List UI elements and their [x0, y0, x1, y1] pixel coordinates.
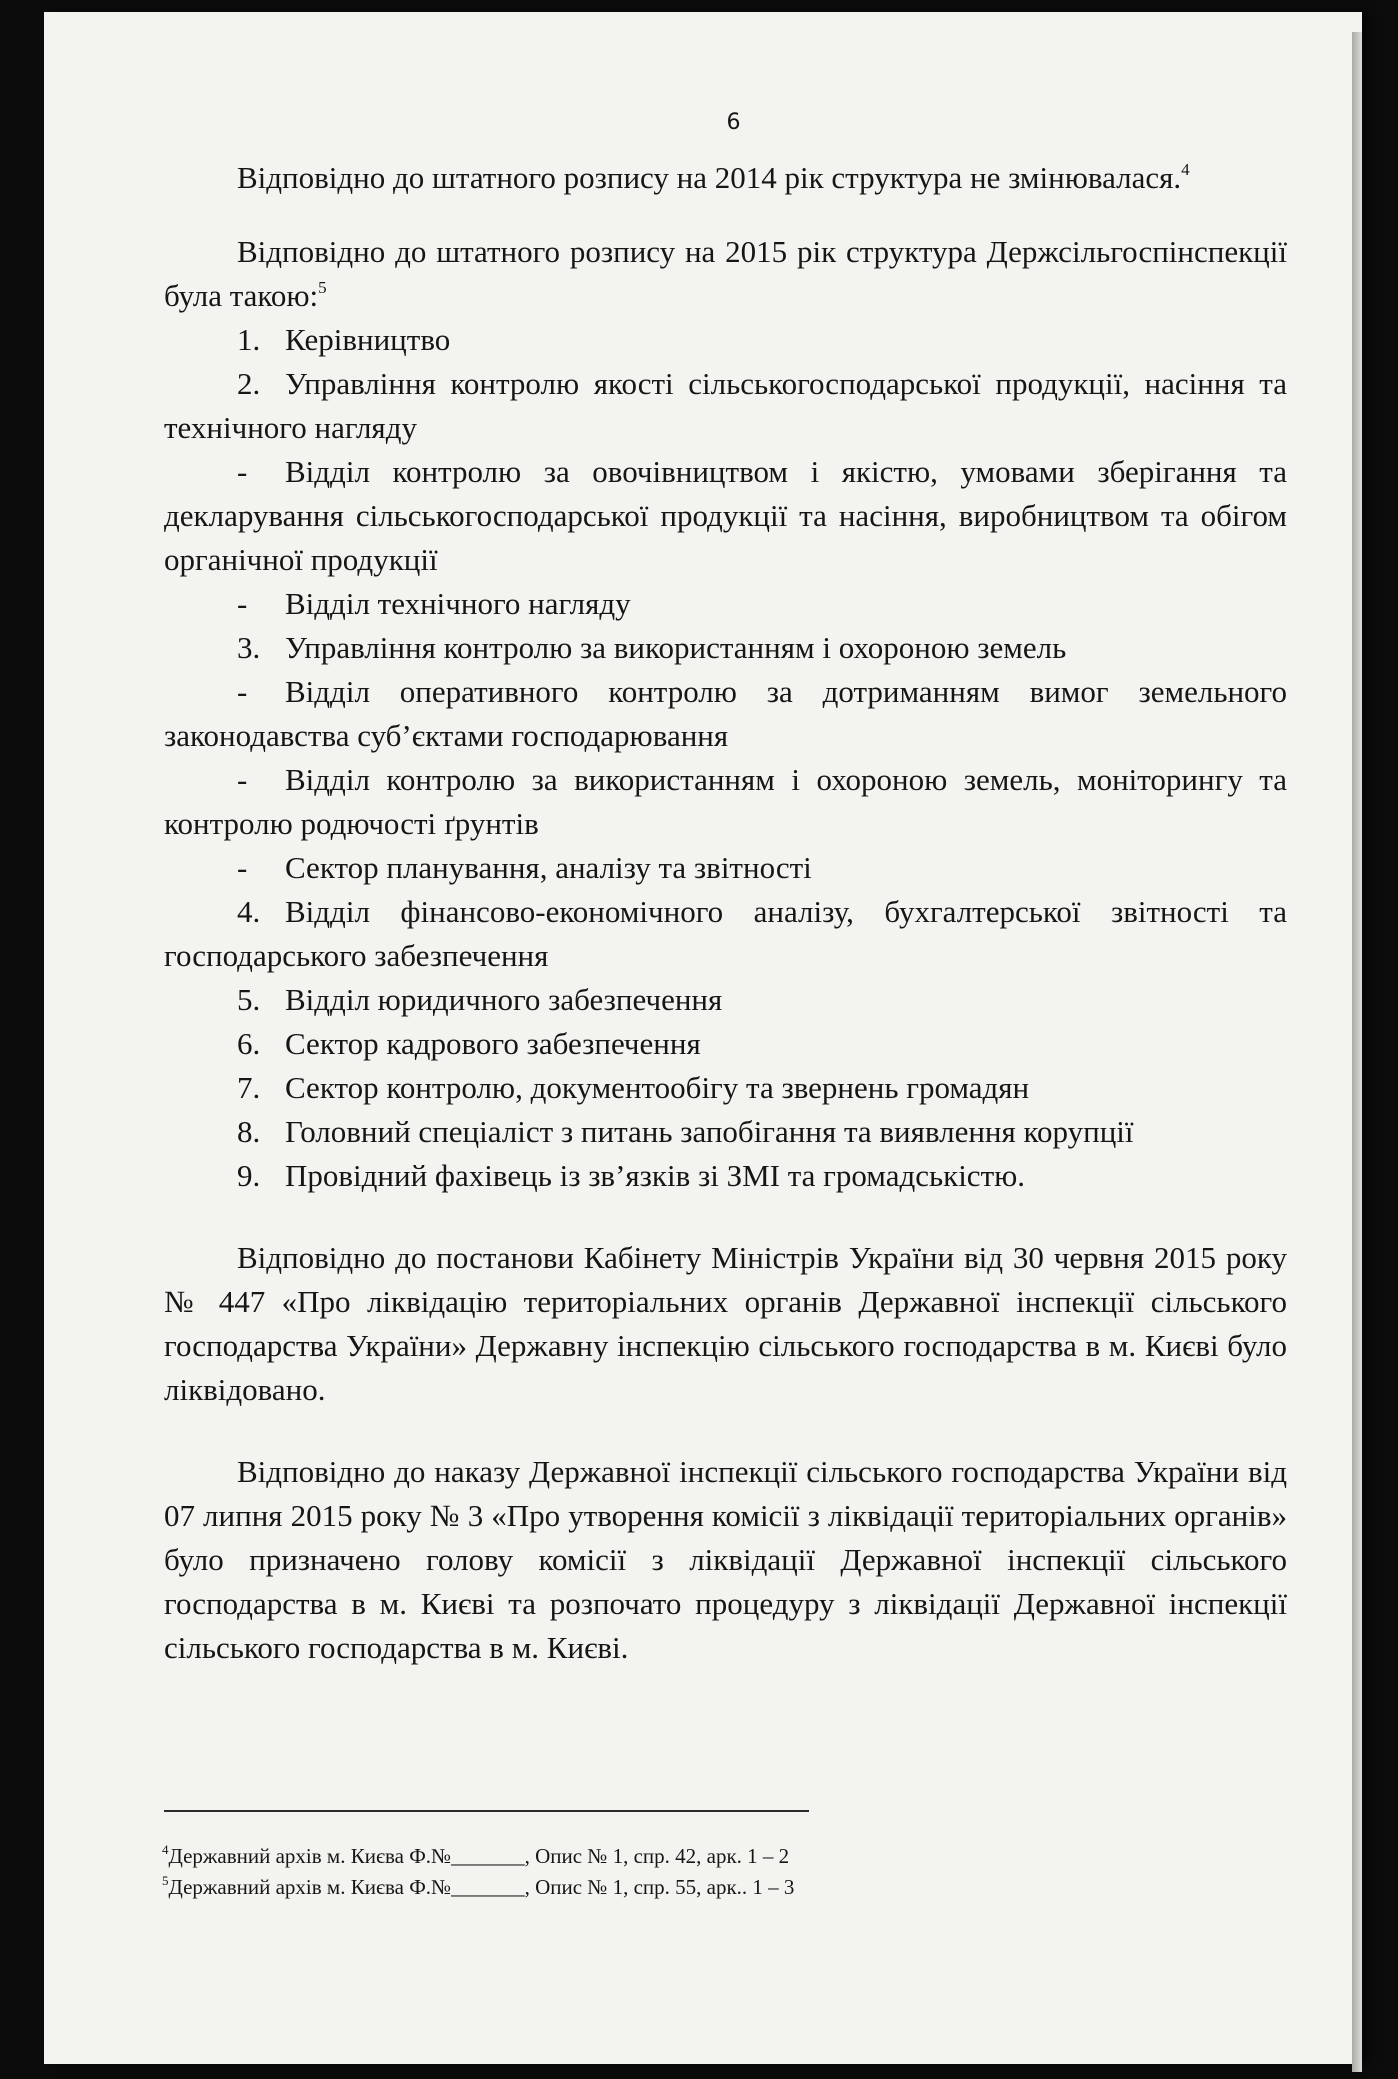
- list-item: [164, 978, 1287, 1022]
- list-item: [164, 1066, 1287, 1110]
- list-marker: 4.: [237, 894, 261, 929]
- list-marker: 7.: [237, 1070, 261, 1105]
- list-item: [164, 1022, 1287, 1066]
- list-item: [164, 450, 1287, 582]
- list-item-text: Відділ фінансово-економічного аналізу, бухгалтерської звітності та господарського забезпечення: [164, 894, 1287, 973]
- paragraph-2014-text: Відповідно до штатного розпису на 2014 рік структура не змінювалася.: [237, 160, 1182, 195]
- list-marker: -: [237, 762, 248, 797]
- list-item-text: Управління контролю якості сільськогосподарської продукції, насіння та технічного нагляду: [164, 366, 1287, 445]
- paragraph-order: Відповідно до наказу Державної інспекції сільського господарства України від 07 липня 2015 року № 3 «Про утворення комісії з ліквідації територіальних органів» було призначено голову комісії з ліквідації Державної інспекції сільського господарства в м. Києві та розпочато процедуру з ліквідації Державної інспекції сільського господарства в м. Києві.: [164, 1454, 1287, 1665]
- list-item-text: Відділ технічного нагляду: [285, 586, 631, 621]
- list-item-text: Сектор планування, аналізу та звітності: [285, 850, 812, 885]
- footnote-ref-4: 4: [1181, 160, 1190, 179]
- list-item-text: Управління контролю за використанням і охороною земель: [285, 630, 1067, 665]
- footnote-number: 5: [162, 1873, 169, 1888]
- list-item-text: Головний спеціаліст з питань запобігання та виявлення корупції: [285, 1114, 1134, 1149]
- list-item-text: Відділ оперативного контролю за дотриманням вимог земельного законодавства суб’єктами господарювання: [164, 674, 1287, 753]
- page-edge: [1352, 32, 1362, 2072]
- list-item: [164, 758, 1287, 846]
- footnote-item: [162, 1872, 794, 1903]
- footnote-text: Державний архів м. Києва Ф.№_______, Опис № 1, спр. 55, арк.. 1 – 3: [168, 1875, 795, 1899]
- footnote-number: 4: [162, 1842, 169, 1857]
- list-marker: -: [237, 674, 248, 709]
- page-body: [164, 108, 1287, 1670]
- footnote-text: Державний архів м. Києва Ф.№_______, Опис № 1, спр. 42, арк. 1 – 2: [168, 1844, 790, 1868]
- list-item: [164, 318, 1287, 362]
- list-item: [164, 670, 1287, 758]
- list-marker: 2.: [237, 366, 261, 401]
- list-item-text: Сектор контролю, документообігу та звернень громадян: [285, 1070, 1030, 1105]
- list-marker: -: [237, 850, 248, 885]
- list-item: [164, 846, 1287, 890]
- list-item: [164, 626, 1287, 670]
- paragraph-2015: [164, 230, 1287, 318]
- list-marker: 3.: [237, 630, 261, 665]
- list-item: [164, 362, 1287, 450]
- list-item: [164, 1110, 1287, 1154]
- list-item-text: Провідний фахівець із зв’язків зі ЗМІ та громадськістю.: [285, 1158, 1026, 1193]
- paragraph-2014: [164, 156, 1287, 200]
- list-item-text: Відділ контролю за використанням і охороною земель, моніторингу та контролю родючості ґрунтів: [164, 762, 1287, 841]
- list-marker: 9.: [237, 1158, 261, 1193]
- list-item-text: Сектор кадрового забезпечення: [285, 1026, 701, 1061]
- list-marker: -: [237, 454, 248, 489]
- page-number: 6: [726, 110, 741, 135]
- list-item: [164, 1154, 1287, 1198]
- list-item: [164, 890, 1287, 978]
- list-marker: 5.: [237, 982, 261, 1017]
- list-item: [164, 582, 1287, 626]
- list-marker: 6.: [237, 1026, 261, 1061]
- list-item-text: Відділ контролю за овочівництвом і якістю, умовами зберігання та декларування сільськогосподарської продукції та насіння, виробництвом та обігом органічної продукції: [164, 454, 1287, 577]
- list-marker: 1.: [237, 322, 261, 357]
- footnote-ref-5: 5: [318, 278, 327, 297]
- paragraph-resolution: Відповідно до постанови Кабінету Міністрів України від 30 червня 2015 року № 447 «Про ліквідацію територіальних органів Державної інспекції сільського господарства України» Державну інспекцію сільського господарства в м. Києві було ліквідовано.: [164, 1240, 1287, 1407]
- document-page: [44, 12, 1362, 2064]
- paragraph-2015-text: Відповідно до штатного розпису на 2015 рік структура Держсільгоспінспекції була такою:: [164, 234, 1287, 313]
- footnote-separator: [164, 1810, 809, 1812]
- list-marker: 8.: [237, 1114, 261, 1149]
- list-item-text: Відділ юридичного забезпечення: [285, 982, 723, 1017]
- list-marker: -: [237, 586, 248, 621]
- structure-list: [164, 318, 1287, 1198]
- footnote-item: [162, 1841, 794, 1872]
- footnotes: [162, 1841, 794, 1903]
- list-item-text: Керівництво: [285, 322, 451, 357]
